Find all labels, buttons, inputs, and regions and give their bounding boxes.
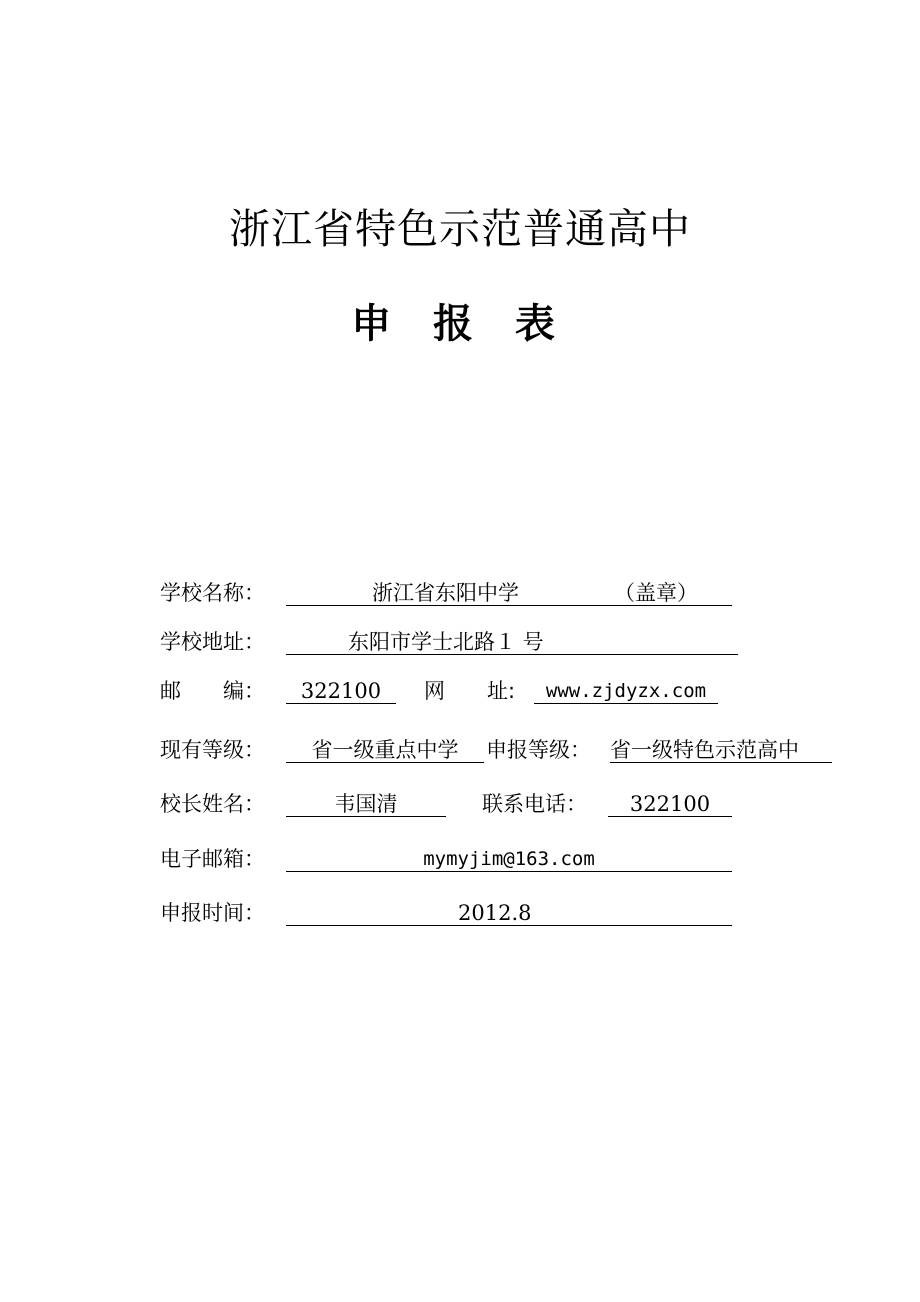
current-level-value: 省一级重点中学 [311,738,459,762]
school-name-value: 浙江省东阳中学 [372,581,519,605]
document-title: 浙江省特色示范普通高中 [229,205,691,253]
principal-label: 校长姓名： [160,792,265,816]
phone-value: 322100 [629,792,711,816]
website-field[interactable] [534,676,718,704]
applied-level-field[interactable] [610,735,832,763]
email-label: 电子邮箱： [160,847,265,871]
postal-code-field[interactable] [286,676,396,704]
postal-code-value: 322100 [300,679,382,703]
school-address-field[interactable] [286,627,738,655]
school-name-label: 学校名称： [160,581,265,605]
date-value: 2012.8 [458,901,532,925]
email-value: mymyjim@163.com [423,848,595,870]
date-label: 申报时间： [160,901,265,925]
current-level-label: 现有等级： [160,738,265,762]
phone-field[interactable] [608,789,732,817]
seal-note: （盖章） [614,581,698,605]
document-subtitle: 申 报 表 [351,301,569,347]
date-field[interactable] [286,898,732,926]
website-label: 网 址: [424,679,516,703]
website-value: www.zjdyzx.com [545,680,707,702]
principal-value: 韦国清 [334,792,398,816]
school-address-label: 学校地址： [160,630,265,654]
principal-field[interactable] [286,789,446,817]
school-address-value: 东阳市学士北路１ 号 [348,630,544,654]
email-field[interactable] [286,844,732,872]
current-level-field[interactable] [286,735,484,763]
school-name-field[interactable] [286,578,732,606]
phone-label: 联系电话： [482,792,587,816]
applied-level-label: 申报等级： [486,738,591,762]
applied-level-value: 省一级特色示范高中 [610,738,799,762]
postal-code-label: 邮 编： [160,679,265,703]
